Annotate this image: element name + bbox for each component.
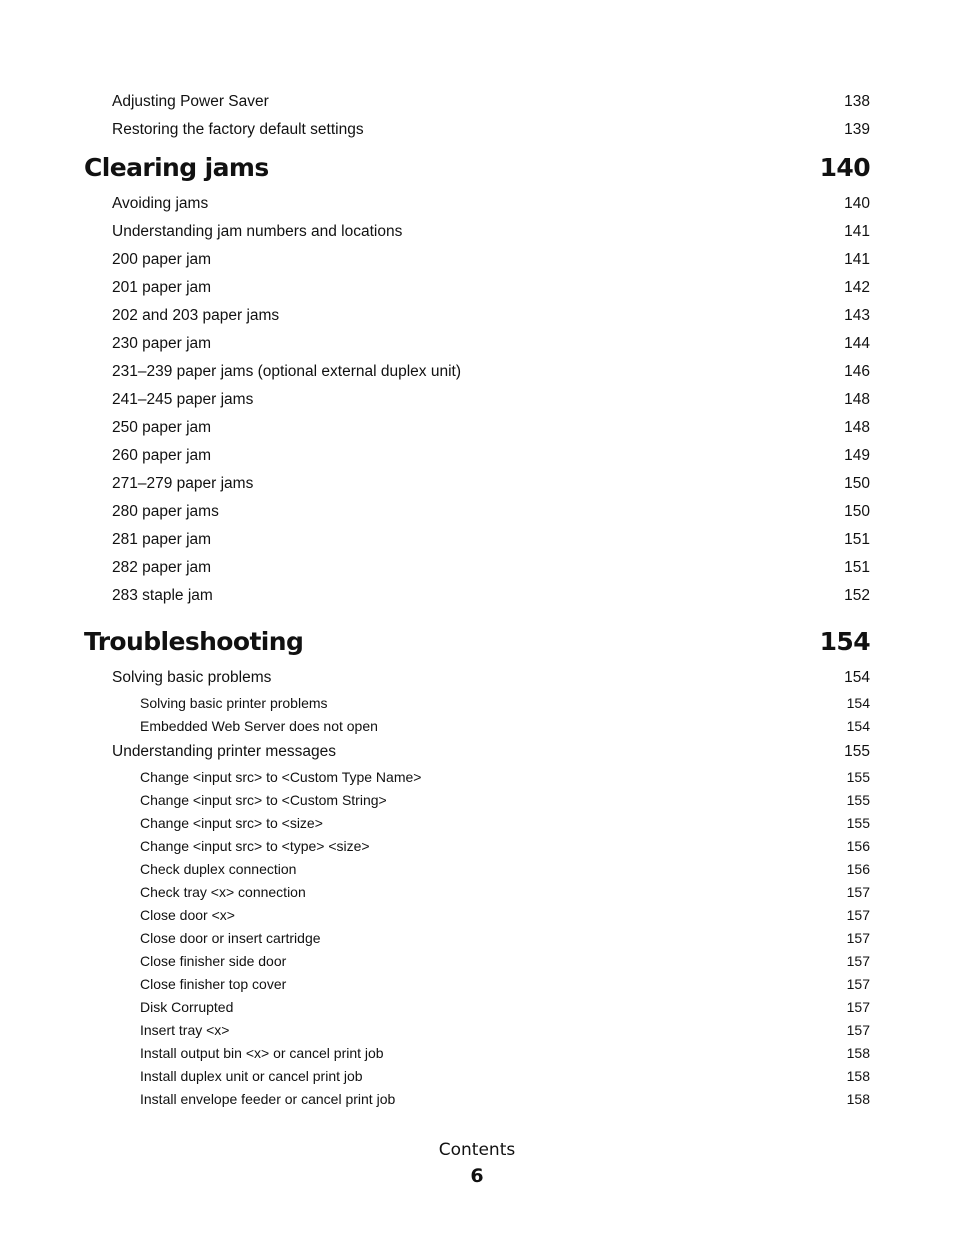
toc-title: 281 paper jam [112,531,212,548]
toc-page-number: 154 [844,669,870,686]
toc-title: Change <input src> to <Custom Type Name> [140,769,422,785]
toc-title: Restoring the factory default settings [112,121,364,138]
toc-subentry[interactable] [140,1065,870,1088]
toc-title: Clearing jams [84,153,269,182]
toc-subentry[interactable] [140,1019,870,1042]
toc-entry[interactable] [112,738,870,766]
toc-title: Solving basic printer problems [140,695,328,711]
toc-page-number: 152 [844,587,870,604]
toc-entry[interactable] [112,116,870,144]
toc-page-number: 157 [846,884,870,900]
toc-page-number: 142 [844,279,870,296]
toc-page-number: 155 [846,769,870,785]
toc-page-number: 140 [819,153,870,182]
toc-entry[interactable] [112,554,870,582]
toc-title: Adjusting Power Saver [112,93,269,110]
toc-subentry[interactable] [140,812,870,835]
toc-subentry[interactable] [140,766,870,789]
toc-page-number: 156 [846,838,870,854]
toc-entry[interactable] [112,664,870,692]
toc-page-number: 155 [844,743,870,760]
toc-subentry[interactable] [140,835,870,858]
footer-section-label: Contents [438,1140,516,1160]
toc-entry[interactable] [112,526,870,554]
toc-title: Close door <x> [140,907,235,923]
toc-page-number: 154 [846,695,870,711]
toc-page-number: 154 [819,627,870,656]
toc-subentry[interactable] [140,927,870,950]
toc-page-number: 150 [844,475,870,492]
toc-title: 271–279 paper jams [112,475,254,492]
toc-title: 202 and 203 paper jams [112,307,280,324]
toc-subentry[interactable] [140,973,870,996]
toc-page-number: 139 [844,121,870,138]
toc-title: 280 paper jams [112,503,219,520]
toc-title: Close door or insert cartridge [140,930,321,946]
toc-subentry[interactable] [140,1042,870,1065]
toc-page-number: 146 [844,363,870,380]
toc-title: Install duplex unit or cancel print job [140,1068,363,1084]
toc-title: Close finisher top cover [140,976,287,992]
toc-page-number: 151 [844,531,870,548]
toc-page-number: 158 [846,1045,870,1061]
table-of-contents [84,88,870,1111]
toc-title: Embedded Web Server does not open [140,718,378,734]
toc-page-number: 140 [844,195,870,212]
toc-subentry[interactable] [140,715,870,738]
toc-entry[interactable] [112,274,870,302]
toc-title: 201 paper jam [112,279,212,296]
toc-page-number: 151 [844,559,870,576]
page-number: 6 [470,1165,484,1187]
toc-entry[interactable] [112,190,870,218]
toc-page-number: 158 [846,1068,870,1084]
toc-subentry[interactable] [140,950,870,973]
toc-title: Check duplex connection [140,861,297,877]
toc-title: 230 paper jam [112,335,212,352]
toc-title: Install envelope feeder or cancel print job [140,1091,396,1107]
toc-page-number: 157 [846,999,870,1015]
toc-subentry[interactable] [140,904,870,927]
toc-title: 250 paper jam [112,419,212,436]
toc-title: Understanding jam numbers and locations [112,223,403,240]
toc-page-number: 157 [846,930,870,946]
toc-entry[interactable] [112,386,870,414]
toc-entry[interactable] [112,246,870,274]
toc-title: Avoiding jams [112,195,209,212]
toc-page-number: 138 [844,93,870,110]
toc-entry[interactable] [112,582,870,610]
toc-entry[interactable] [112,470,870,498]
toc-entry[interactable] [112,498,870,526]
toc-entry[interactable] [112,88,870,116]
toc-title: Change <input src> to <size> [140,815,323,831]
toc-title: 283 staple jam [112,587,213,604]
toc-subentry[interactable] [140,996,870,1019]
toc-title: 200 paper jam [112,251,212,268]
toc-title: Check tray <x> connection [140,884,306,900]
toc-title: Close finisher side door [140,953,287,969]
toc-title: 282 paper jam [112,559,212,576]
page-footer [0,1138,954,1190]
toc-title: Disk Corrupted [140,999,234,1015]
toc-entry[interactable] [112,414,870,442]
toc-page-number: 157 [846,907,870,923]
toc-title: Change <input src> to <Custom String> [140,792,387,808]
toc-title: Troubleshooting [84,627,304,656]
toc-page-number: 158 [846,1091,870,1107]
toc-page-number: 148 [844,419,870,436]
toc-page-number: 157 [846,1022,870,1038]
toc-title: 231–239 paper jams (optional external duplex unit) [112,363,461,380]
toc-title: Install output bin <x> or cancel print job [140,1045,384,1061]
toc-entry[interactable] [112,218,870,246]
toc-title: 260 paper jam [112,447,212,464]
toc-subentry[interactable] [140,789,870,812]
toc-subentry[interactable] [140,858,870,881]
toc-title: Solving basic problems [112,669,272,686]
toc-entry[interactable] [112,302,870,330]
toc-subentry[interactable] [140,881,870,904]
toc-chapter[interactable] [84,620,870,664]
toc-page-number: 141 [844,223,870,240]
toc-chapter[interactable] [84,146,870,190]
toc-page-number: 157 [846,953,870,969]
toc-entry[interactable] [112,442,870,470]
toc-title: Insert tray <x> [140,1022,230,1038]
toc-page-number: 154 [846,718,870,734]
toc-title: Change <input src> to <type> <size> [140,838,370,854]
toc-page-number: 155 [846,815,870,831]
toc-page-number: 148 [844,391,870,408]
toc-subentry[interactable] [140,1088,870,1111]
toc-page-number: 150 [844,503,870,520]
toc-page-number: 155 [846,792,870,808]
toc-page-number: 141 [844,251,870,268]
toc-entry[interactable] [112,358,870,386]
toc-subentry[interactable] [140,692,870,715]
toc-page-number: 157 [846,976,870,992]
toc-page-number: 144 [844,335,870,352]
toc-title: Understanding printer messages [112,743,337,760]
toc-page-number: 149 [844,447,870,464]
toc-page-number: 156 [846,861,870,877]
toc-entry[interactable] [112,330,870,358]
toc-title: 241–245 paper jams [112,391,254,408]
toc-page-number: 143 [844,307,870,324]
